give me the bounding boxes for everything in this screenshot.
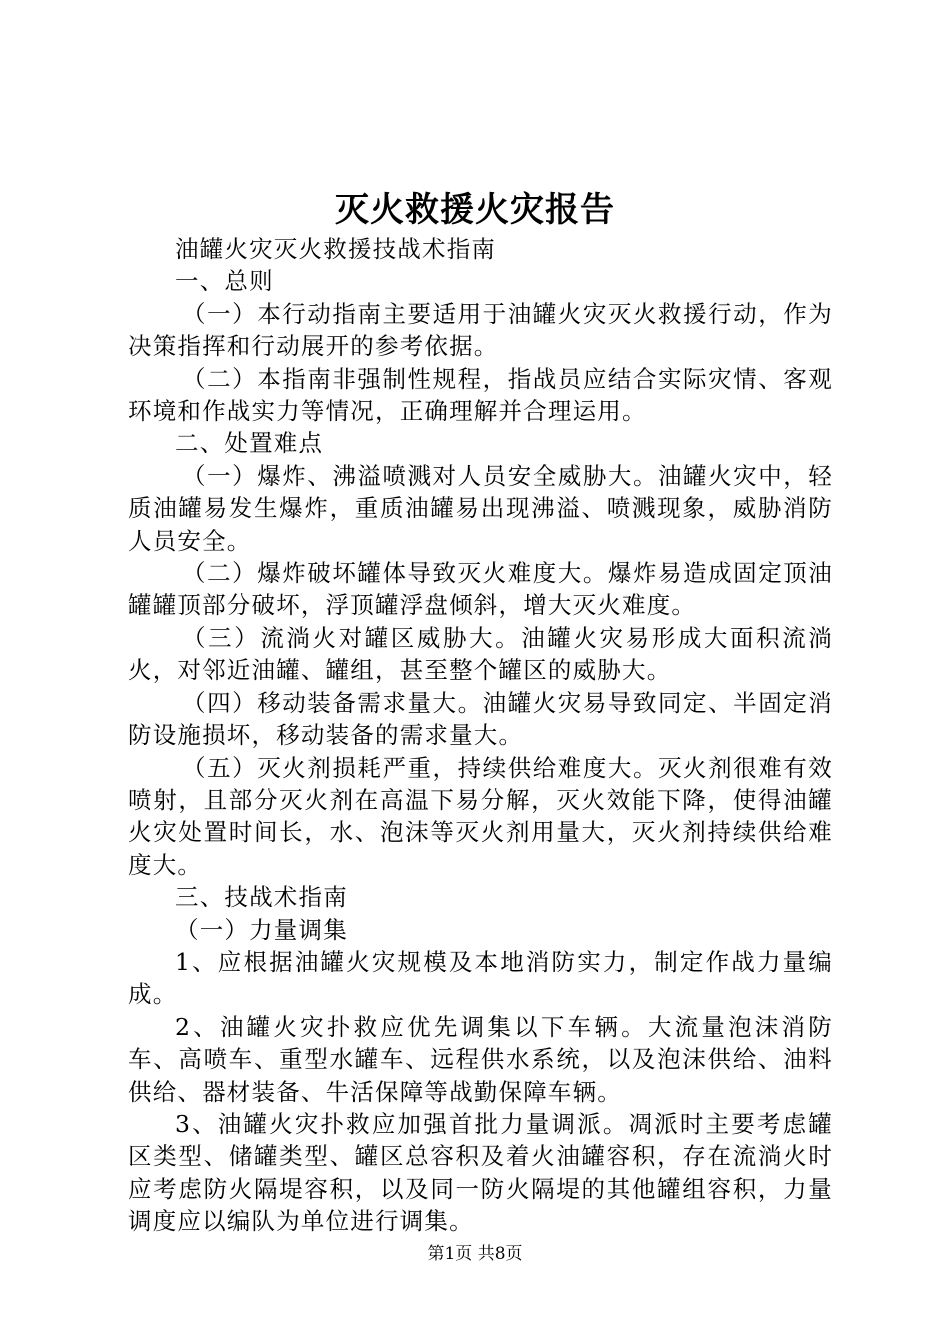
page-footer: 第1页 共8页 xyxy=(427,1244,523,1264)
paragraph: （二）爆炸破坏罐体导致灭火难度大。爆炸易造成固定顶油罐罐顶部分破坏，浮顶罐浮盘倾斜，增大灭火难度。 xyxy=(128,559,833,620)
paragraph: （四）移动装备需求量大。油罐火灾易导致同定、半固定消防设施损坏，移动装备的需求量大。 xyxy=(128,688,833,750)
paragraph: 3、油罐火灾扑救应加强首批力量调派。凋派时主要考虑罐区类型、储罐类型、罐区总容积及着火油罐容积，存在流淌火时应考虑防火隔堤容积，以及同一防火隔堤的其他罐组容积，力量调度应以编队为单位进行调集。 xyxy=(128,1109,833,1236)
section-heading-difficulties: 二、处置难点 xyxy=(175,429,324,458)
paragraph: （三）流淌火对罐区威胁大。油罐火灾易形成大面积流淌火，对邻近油罐、罐组，甚至整个罐区的威胁大。 xyxy=(128,623,833,685)
paragraph: （五）灭火剂损耗严重，持续供给难度大。灭火剂很难有效喷射，且部分灭火剂在高温下易分解，灭火效能下降，使得油罐火灾处置时间长，水、泡沫等灭火剂用量大，灭火剂持续供给难度大。 xyxy=(128,753,833,879)
subsection-heading-forces: （一）力量调集 xyxy=(175,915,348,944)
paragraph: （一）本行动指南主要适用于油罐火灾灭火救援行动，作为决策指挥和行动展开的参考依据。 xyxy=(128,299,833,361)
paragraph: 1、应根据油罐火灾规模及本地消防实力，制定作战力量编成。 xyxy=(128,947,833,1009)
document-title: 灭火救援火灾报告 xyxy=(335,190,615,230)
section-heading-general: 一、总则 xyxy=(175,267,274,296)
paragraph: （二）本指南非强制性规程，指战员应结合实际灾情、客观环境和作战实力等情况，正确理解并合理运用。 xyxy=(128,364,833,426)
document-body xyxy=(128,233,833,1238)
section-heading-tactics: 三、技战术指南 xyxy=(175,883,348,912)
paragraph: （一）爆炸、沸溢喷溅对人员安全威胁大。油罐火灾中，轻质油罐易发生爆炸，重质油罐易出现沸溢、喷溅现象，威胁消防人员安全。 xyxy=(128,461,833,555)
paragraph-subtitle: 油罐火灾灭火救援技战术指南 xyxy=(175,235,497,263)
paragraph: 2、油罐火灾扑救应优先调集以下车辆。大流量泡沫消防车、高喷车、重型水罐车、远程供水系统，以及泡沫供给、油料供给、器材装备、牛活保障等战勤保障车辆。 xyxy=(128,1012,833,1106)
